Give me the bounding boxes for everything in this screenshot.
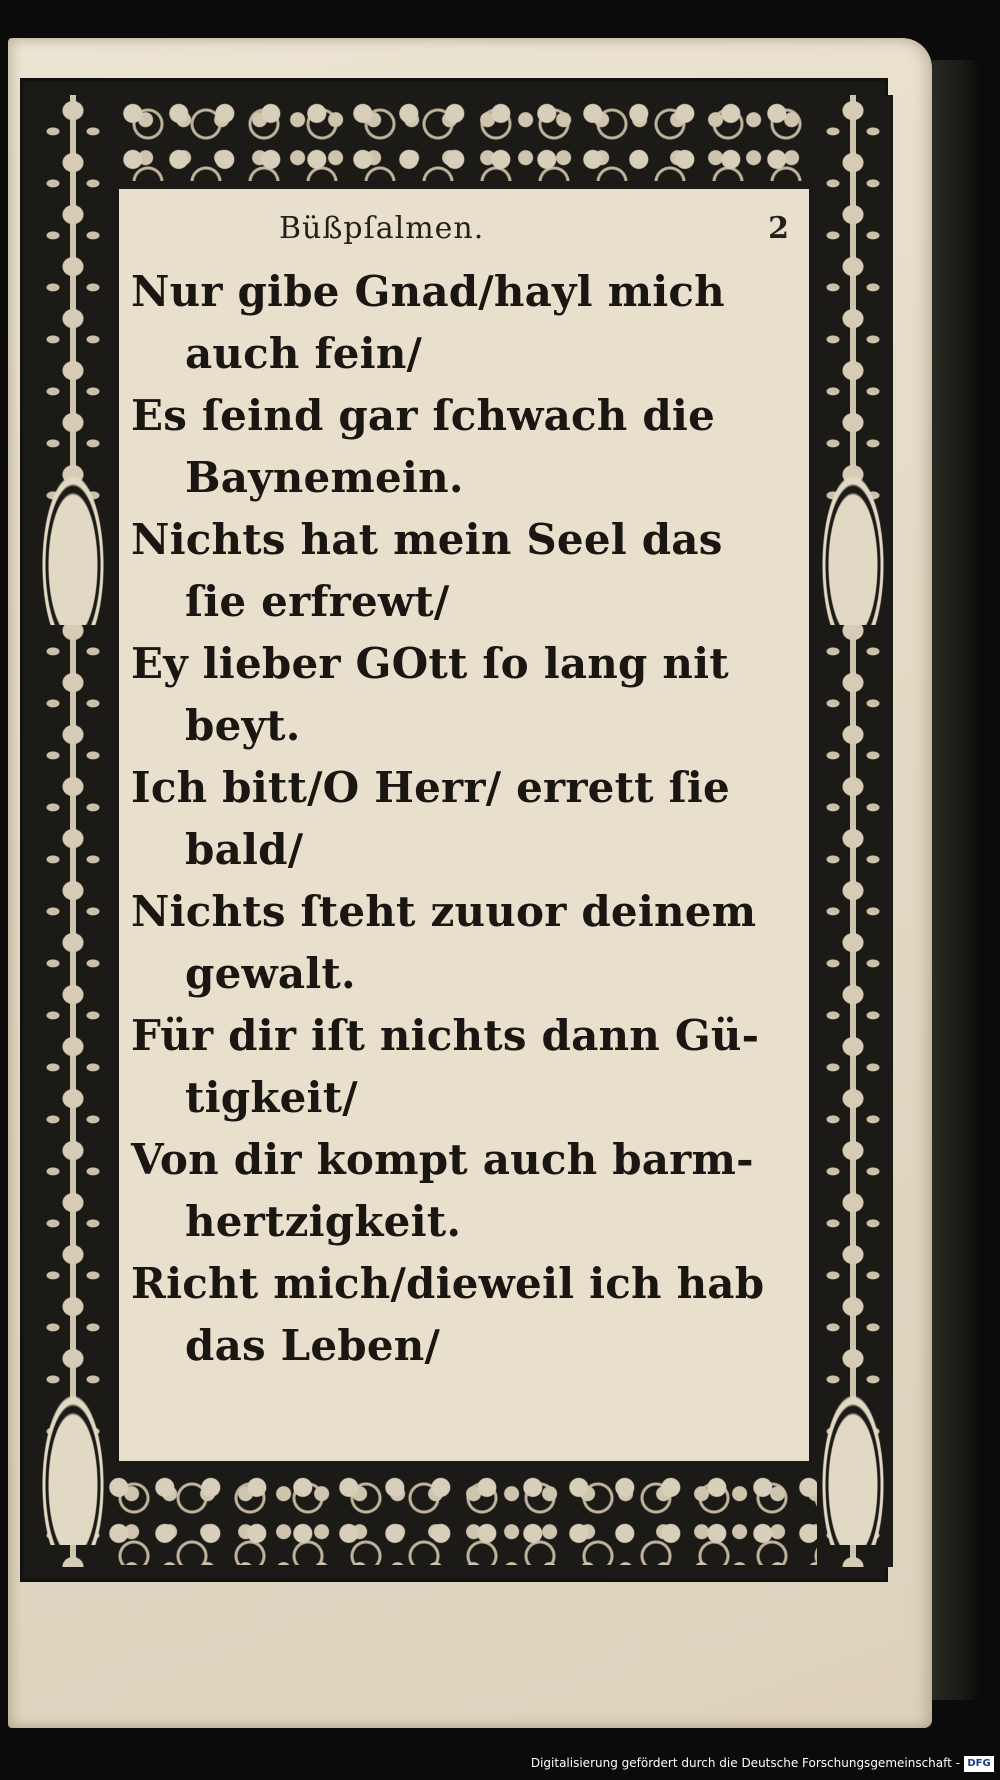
digitization-credit: Digitalisierung gefördert durch die Deutsche Forschungsgemeinschaft - (530, 1756, 960, 1770)
vase-ornament-right-upper (822, 475, 884, 625)
vase-ornament-left-upper (42, 475, 104, 625)
verse-line: Ey lieber GOtt ſo lang nit (131, 639, 729, 688)
verse-block (131, 261, 797, 1377)
ornament-bottom (105, 1469, 817, 1565)
verse-line: Richt mich/dieweil ich hab (131, 1259, 765, 1308)
vase-ornament-right-lower (822, 1395, 884, 1545)
text-panel (119, 189, 809, 1461)
verse-line: Nichts hat mein Seel das (131, 515, 723, 564)
running-head-title: Büßpſalmen. (279, 211, 485, 246)
page-number: 2 (768, 211, 789, 246)
verse-line: hertzigkeit. (185, 1197, 462, 1246)
ornament-top (119, 95, 815, 181)
dfg-logo: DFG (964, 1756, 994, 1772)
page-edge (932, 60, 980, 1700)
verse-line: Ich bitt/O Herr/ errett ſie (131, 763, 730, 812)
verse-line: Es ſeind gar ſchwach die (131, 391, 716, 440)
ornament-left (33, 95, 113, 1567)
footer-bar (0, 1752, 1000, 1780)
verse-line: Nichts ſteht zuuor deinem (131, 887, 757, 936)
verse-line: Für dir iſt nichts dann Gü- (131, 1011, 760, 1060)
verse-line: beyt. (185, 701, 301, 750)
verse-line: bald/ (185, 825, 304, 874)
verse-line: tigkeit/ (185, 1073, 358, 1122)
verse-line: Von dir kompt auch barm- (131, 1135, 754, 1184)
vase-ornament-left-lower (42, 1395, 104, 1545)
verse-line: auch fein/ (185, 329, 423, 378)
verse-line: Baynemein. (185, 453, 464, 502)
verse-line: Nur gibe Gnad/hayl mich (131, 267, 725, 316)
verse-line: gewalt. (185, 949, 356, 998)
verse-line: das Leben/ (185, 1321, 441, 1370)
running-head (119, 211, 809, 251)
woodcut-border-frame (20, 78, 888, 1582)
ornament-right (813, 95, 893, 1567)
verse-line: ſie erfrewt/ (185, 577, 450, 626)
